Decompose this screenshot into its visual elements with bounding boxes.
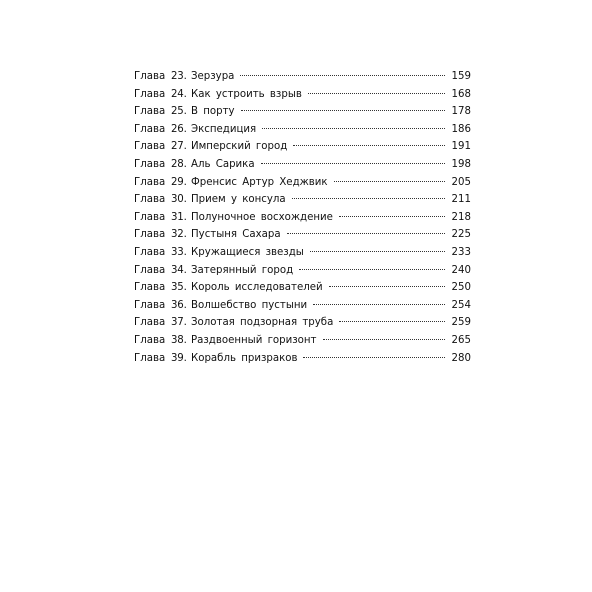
chapter-number: 29.	[171, 176, 187, 188]
chapter-title: Зерзура	[191, 71, 235, 82]
chapter-word: Глава	[134, 299, 166, 311]
chapter-number: 27.	[171, 141, 187, 153]
chapter-number: 26.	[171, 123, 187, 135]
toc-entry-31	[134, 209, 471, 227]
chapter-word: Глава	[134, 211, 166, 223]
dot-leader	[303, 357, 445, 358]
chapter-word: Глава	[134, 176, 166, 188]
chapter-number: 28.	[171, 158, 187, 170]
chapter-number: 34.	[171, 264, 187, 276]
chapter-word: Глава	[134, 317, 166, 329]
dot-leader	[293, 145, 445, 146]
chapter-word: Глава	[134, 194, 166, 206]
chapter-word: Глава	[134, 246, 166, 258]
chapter-word: Глава	[134, 106, 166, 118]
dot-leader	[292, 198, 445, 199]
chapter-title: Имперский город	[191, 141, 288, 153]
toc-entry-27	[134, 138, 471, 156]
chapter-title: В порту	[191, 106, 235, 118]
dot-leader	[313, 304, 445, 305]
chapter-number: 39.	[171, 352, 187, 364]
page-number: 233	[451, 246, 471, 258]
chapter-title: Волшебство пустыни	[191, 299, 308, 311]
toc-entry-30	[134, 191, 471, 209]
chapter-title: Полуночное восхождение	[191, 211, 333, 223]
toc-entry-38	[134, 332, 471, 350]
chapter-title: Раздвоенный горизонт	[191, 334, 317, 346]
chapter-word: Глава	[134, 158, 166, 170]
toc-entry-32	[134, 226, 471, 244]
toc-entry-23	[134, 68, 471, 86]
chapter-title: Корабль призраков	[191, 352, 298, 364]
page-number: 218	[451, 211, 471, 223]
page-number: 159	[451, 71, 471, 82]
page-number: 198	[451, 158, 471, 170]
dot-leader	[261, 163, 445, 164]
chapter-number: 36.	[171, 299, 187, 311]
chapter-number: 38.	[171, 334, 187, 346]
toc-entry-24	[134, 86, 471, 104]
dot-leader	[299, 269, 445, 270]
page-number: 168	[451, 88, 471, 100]
page-number: 254	[451, 299, 471, 311]
chapter-title: Как устроить взрыв	[191, 88, 302, 100]
page-number: 240	[451, 264, 471, 276]
chapter-word: Глава	[134, 123, 166, 135]
dot-leader	[329, 286, 445, 287]
dot-leader	[241, 110, 445, 111]
chapter-number: 35.	[171, 282, 187, 294]
chapter-title: Экспедиция	[191, 123, 257, 135]
dot-leader	[308, 93, 445, 94]
chapter-number: 33.	[171, 246, 187, 258]
chapter-number: 37.	[171, 317, 187, 329]
chapter-title: Кружащиеся звезды	[191, 246, 304, 258]
page-number: 265	[451, 334, 471, 346]
page-number: 186	[451, 123, 471, 135]
chapter-word: Глава	[134, 229, 166, 241]
page-number: 178	[451, 106, 471, 118]
toc-entry-29	[134, 174, 471, 192]
toc-entry-36	[134, 297, 471, 315]
toc-entry-33	[134, 244, 471, 262]
page-number: 280	[451, 352, 471, 364]
chapter-title: Пустыня Сахара	[191, 229, 281, 241]
page-number: 250	[451, 282, 471, 294]
chapter-word: Глава	[134, 334, 166, 346]
chapter-word: Глава	[134, 71, 166, 82]
chapter-title: Аль Сарика	[191, 158, 255, 170]
dot-leader	[287, 233, 445, 234]
page-number: 225	[451, 229, 471, 241]
chapter-word: Глава	[134, 282, 166, 294]
table-of-contents	[134, 68, 471, 367]
chapter-title: Прием у консула	[191, 194, 286, 206]
page-number: 191	[451, 141, 471, 153]
toc-entry-28	[134, 156, 471, 174]
toc-entry-34	[134, 262, 471, 280]
toc-entry-39	[134, 350, 471, 368]
toc-entry-37	[134, 314, 471, 332]
dot-leader	[334, 181, 445, 182]
chapter-number: 32.	[171, 229, 187, 241]
chapter-word: Глава	[134, 352, 166, 364]
chapter-title: Король исследователей	[191, 282, 323, 294]
dot-leader	[310, 251, 445, 252]
dot-leader	[339, 216, 445, 217]
page-number: 259	[451, 317, 471, 329]
toc-entry-26	[134, 121, 471, 139]
dot-leader	[323, 339, 446, 340]
chapter-title: Затерянный город	[191, 264, 294, 276]
chapter-title: Золотая подзорная труба	[191, 317, 334, 329]
chapter-number: 23.	[171, 71, 187, 82]
page-number: 205	[451, 176, 471, 188]
chapter-title: Френсис Артур Хеджвик	[191, 176, 328, 188]
chapter-word: Глава	[134, 264, 166, 276]
toc-entry-35	[134, 279, 471, 297]
toc-entry-25	[134, 103, 471, 121]
chapter-word: Глава	[134, 141, 166, 153]
chapter-word: Глава	[134, 88, 166, 100]
page-number: 211	[451, 194, 471, 206]
dot-leader	[262, 128, 445, 129]
chapter-number: 30.	[171, 194, 187, 206]
chapter-number: 24.	[171, 88, 187, 100]
dot-leader	[339, 321, 445, 322]
chapter-number: 31.	[171, 211, 187, 223]
dot-leader	[240, 75, 445, 76]
chapter-number: 25.	[171, 106, 187, 118]
